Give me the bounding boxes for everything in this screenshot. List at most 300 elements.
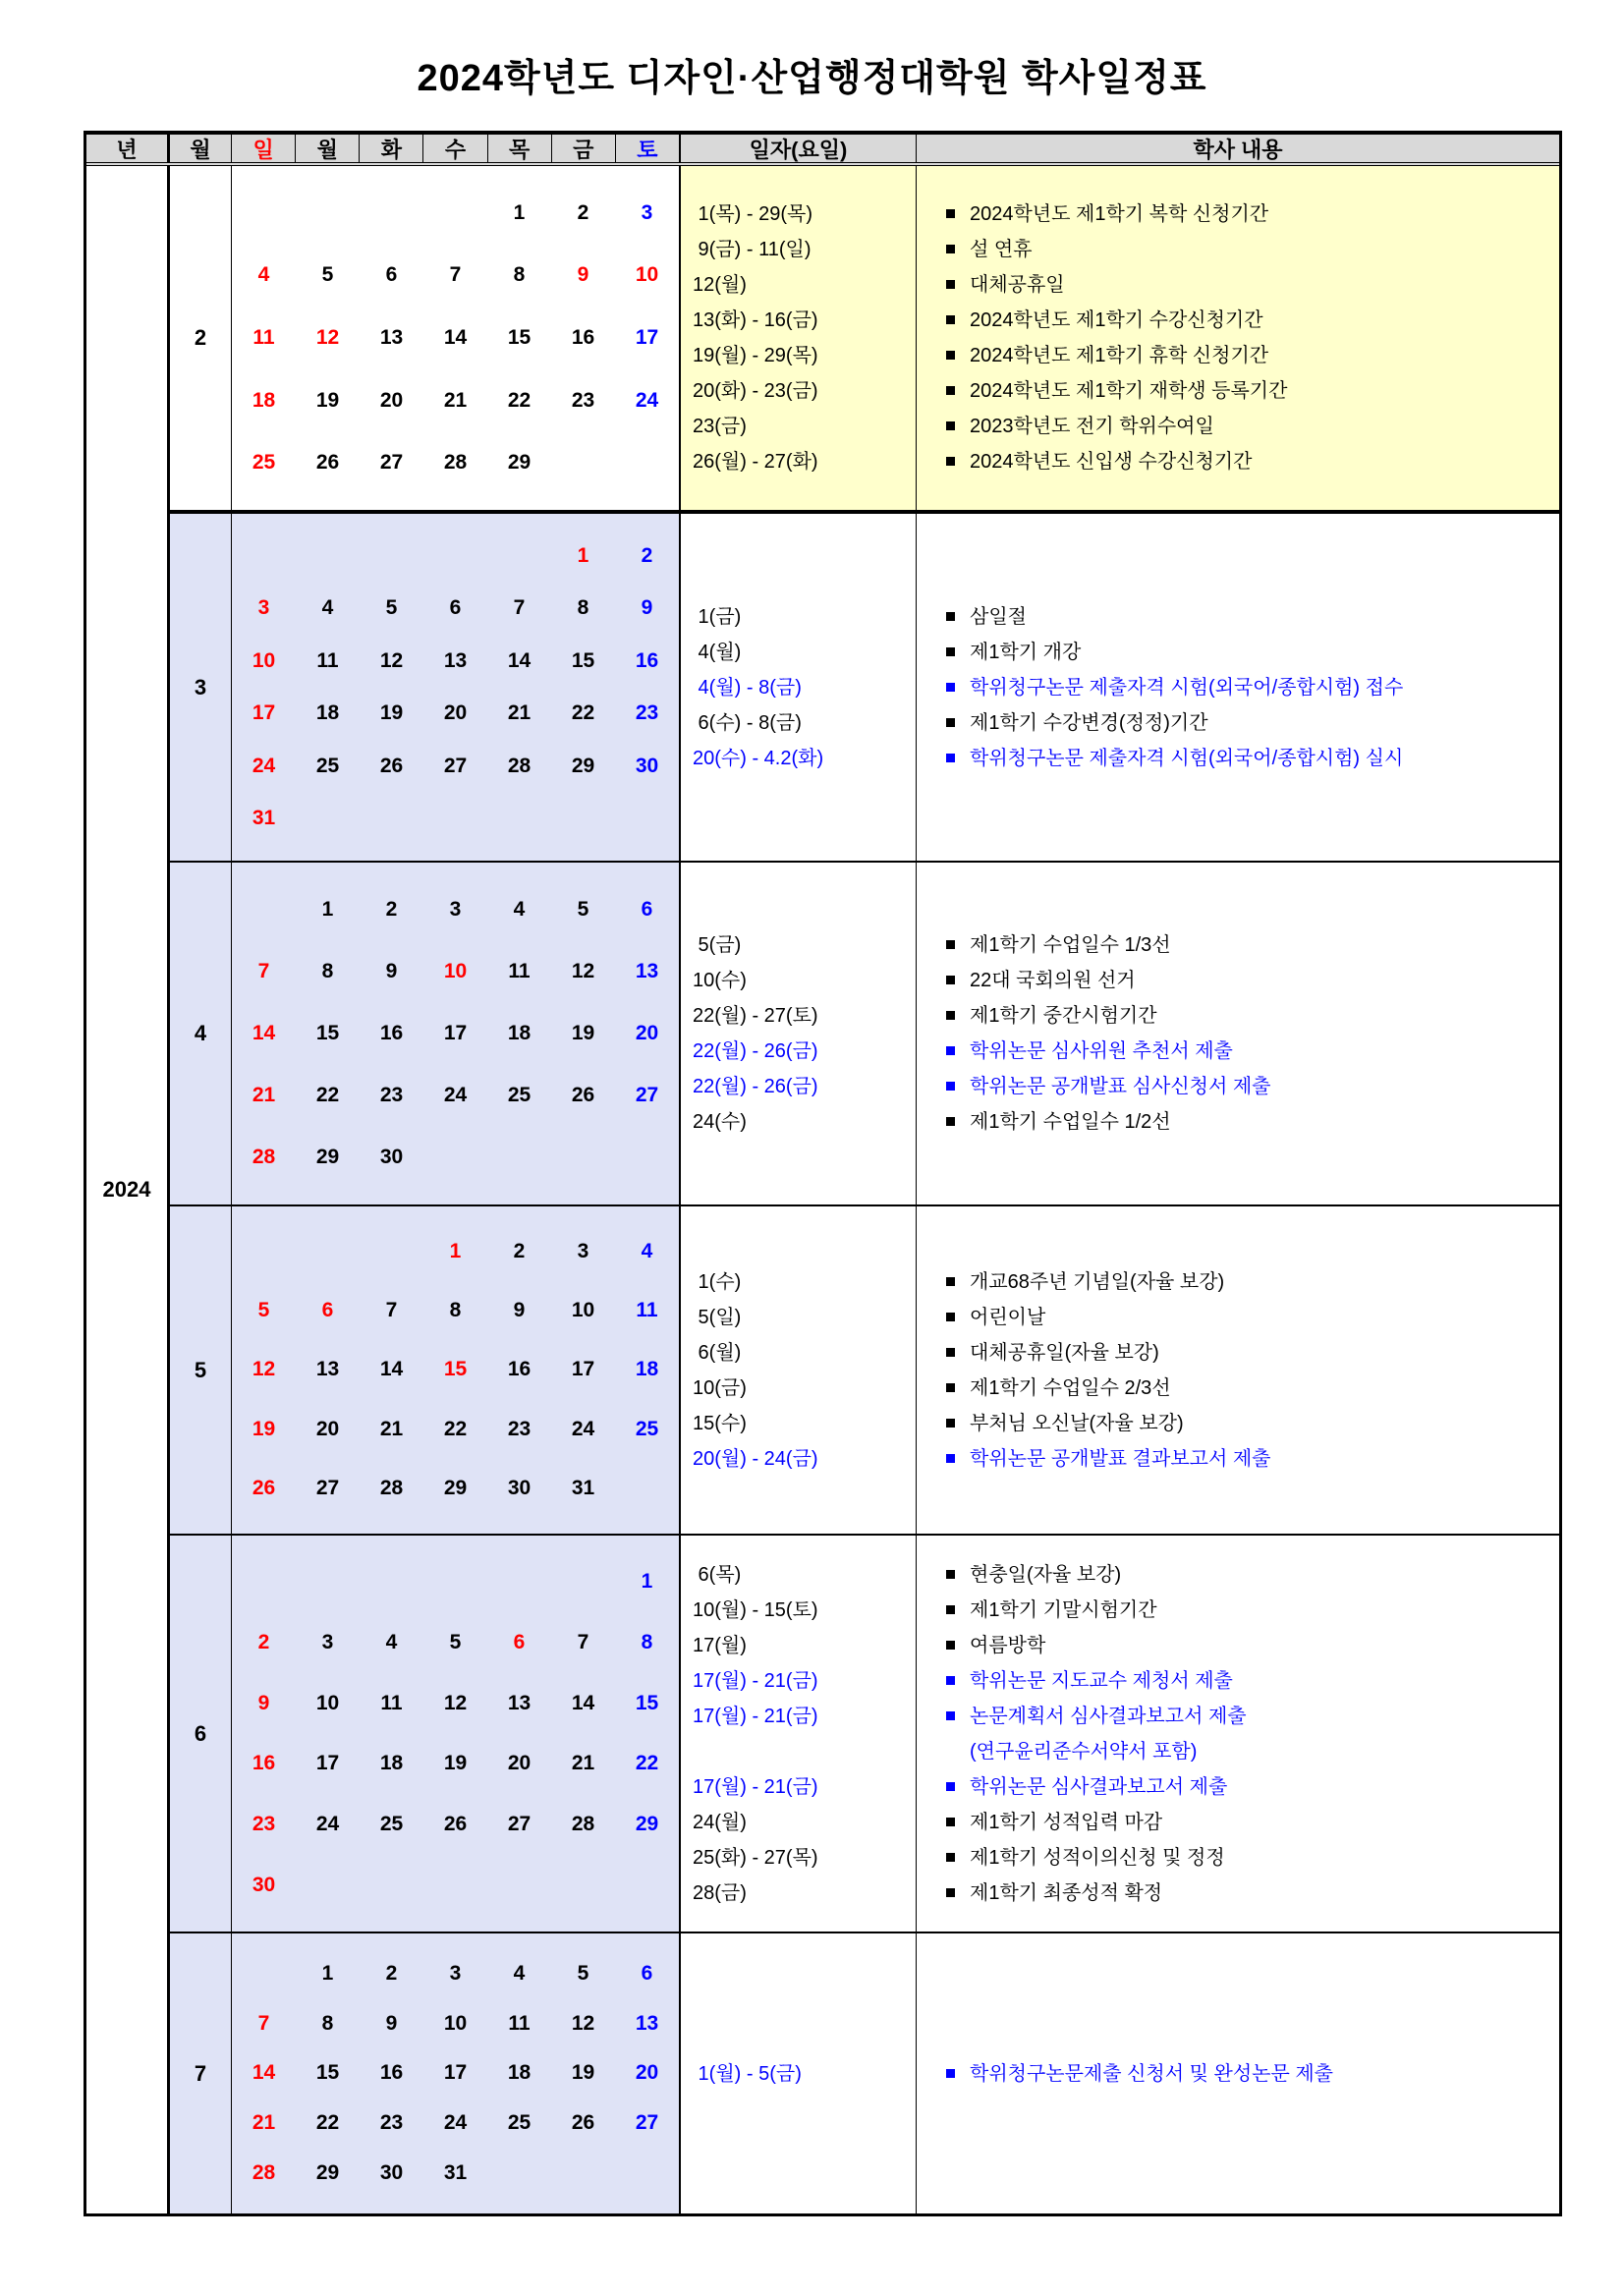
schedule-date: 6(수) - 8(금) xyxy=(693,711,802,734)
schedule-item-text: 제1학기 개강 xyxy=(970,641,1082,663)
month-calendar xyxy=(232,1933,681,2213)
content-column xyxy=(917,166,1559,510)
months-container xyxy=(170,166,1559,2213)
calendar-week xyxy=(232,1962,679,1986)
calendar-day: 18 xyxy=(635,1358,659,1381)
calendar-day: 21 xyxy=(507,701,532,725)
calendar-week xyxy=(232,451,679,475)
header-year: 년 xyxy=(86,135,170,162)
content-lines xyxy=(917,514,1559,861)
calendar-day: 1 xyxy=(321,897,334,921)
schedule-date: 4(월) - 8(금) xyxy=(693,676,802,699)
schedule-date: 5(일) xyxy=(693,1306,742,1328)
calendar-day: 8 xyxy=(449,1299,462,1322)
calendar-day: 5 xyxy=(577,1962,589,1986)
calendar-day-empty xyxy=(296,1240,360,1263)
calendar-day: 2 xyxy=(641,543,653,567)
calendar-day: 19 xyxy=(571,2061,595,2085)
calendar-day: 13 xyxy=(635,959,659,982)
header-weekday-월: 월 xyxy=(296,135,360,162)
bullet-square-icon xyxy=(946,1046,955,1055)
calendar-day: 12 xyxy=(252,1358,276,1381)
calendar-day: 8 xyxy=(641,1630,653,1653)
schedule-item-text: 삼일절 xyxy=(970,605,1027,628)
calendar-day-empty xyxy=(551,451,615,475)
schedule-date: 22(월) - 27(토) xyxy=(693,1005,818,1027)
date-lines xyxy=(681,1933,916,2213)
calendar-day: 23 xyxy=(571,388,595,412)
calendar-day: 15 xyxy=(635,1691,659,1714)
calendar-day: 19 xyxy=(252,1417,276,1440)
month-row-6 xyxy=(170,1536,1559,1933)
content-lines xyxy=(917,166,1559,510)
calendar-week xyxy=(232,1813,679,1836)
calendar-day: 5 xyxy=(257,1299,270,1322)
calendar-day-empty xyxy=(232,201,296,225)
schedule-date: 17(월) - 21(금) xyxy=(693,1705,818,1727)
calendar-day: 28 xyxy=(379,1476,404,1499)
calendar-day: 14 xyxy=(507,648,532,672)
schedule-item xyxy=(917,232,1559,267)
calendar-day: 13 xyxy=(379,325,404,349)
calendar-day: 6 xyxy=(321,1299,334,1322)
calendar-day: 12 xyxy=(315,325,340,349)
calendar-day-empty xyxy=(551,1570,615,1594)
schedule-date: 6(월) xyxy=(693,1341,742,1364)
month-calendar xyxy=(232,1536,681,1932)
calendar-day: 12 xyxy=(571,959,595,982)
calendar-day: 7 xyxy=(257,2011,270,2035)
month-label: 2 xyxy=(170,166,232,510)
calendar-day: 26 xyxy=(571,1084,595,1107)
calendar-day: 17 xyxy=(443,2061,468,2085)
calendar-day: 8 xyxy=(577,596,589,620)
calendar-day: 18 xyxy=(252,388,276,412)
calendar-week xyxy=(232,201,679,225)
header-month: 월 xyxy=(170,135,232,162)
calendar-day: 16 xyxy=(507,1358,532,1381)
calendar-day: 28 xyxy=(252,1146,276,1169)
calendar-day: 27 xyxy=(379,451,404,475)
calendar-week xyxy=(232,1692,679,1715)
calendar-day: 24 xyxy=(443,1084,468,1107)
date-lines xyxy=(681,1536,916,1932)
calendar-day-empty xyxy=(360,1240,423,1263)
calendar-day: 17 xyxy=(635,325,659,349)
calendar-week xyxy=(232,1631,679,1654)
calendar-day: 4 xyxy=(513,1962,526,1986)
schedule-item xyxy=(917,670,1559,705)
bullet-square-icon xyxy=(946,647,955,656)
calendar-day-empty xyxy=(232,1570,296,1594)
schedule-date: 1(월) - 5(금) xyxy=(693,2062,802,2085)
bullet-square-icon xyxy=(946,1641,955,1650)
bullet-square-icon xyxy=(946,1082,955,1091)
schedule-date: 22(월) - 26(금) xyxy=(693,1040,818,1062)
weekday-header xyxy=(232,135,681,162)
schedule-item xyxy=(917,1104,1559,1140)
calendar-week xyxy=(232,1874,679,1897)
calendar-day-empty xyxy=(360,807,423,830)
calendar-day: 6 xyxy=(449,596,462,620)
schedule-item xyxy=(917,196,1559,232)
content-lines xyxy=(917,863,1559,1204)
schedule-date: 12(월) xyxy=(693,274,747,296)
content-column xyxy=(917,863,1559,1204)
calendar-day: 26 xyxy=(571,2111,595,2135)
calendar-day: 1 xyxy=(641,1569,653,1593)
calendar-day: 16 xyxy=(252,1752,276,1775)
calendar-day: 7 xyxy=(385,1299,398,1322)
schedule-item xyxy=(917,1371,1559,1406)
calendar-day: 12 xyxy=(443,1691,468,1714)
schedule-date: 15(수) xyxy=(693,1412,747,1434)
calendar-day-empty xyxy=(423,201,487,225)
calendar-day: 10 xyxy=(635,263,659,287)
schedule-item xyxy=(917,1769,1559,1805)
calendar-day-empty xyxy=(487,1570,551,1594)
calendar-day: 25 xyxy=(635,1417,659,1440)
calendar-day: 22 xyxy=(443,1417,468,1440)
schedule-item xyxy=(917,1264,1559,1300)
bullet-square-icon xyxy=(946,421,955,430)
calendar-day: 25 xyxy=(315,754,340,777)
bullet-square-icon xyxy=(946,1348,955,1357)
calendar-day: 7 xyxy=(577,1630,589,1653)
calendar-day: 1 xyxy=(513,200,526,224)
calendar-day-empty xyxy=(423,807,487,830)
year-label: 2024 xyxy=(86,166,170,2213)
calendar-day: 4 xyxy=(321,596,334,620)
calendar-day-empty xyxy=(360,1570,423,1594)
schedule-item xyxy=(917,1699,1559,1734)
calendar-day-empty xyxy=(487,2161,551,2185)
schedule-item-text: 2024학년도 제1학기 휴학 신청기간 xyxy=(970,345,1269,366)
calendar-day-empty xyxy=(615,1874,679,1897)
calendar-day-empty xyxy=(551,2161,615,2185)
schedule-item xyxy=(917,409,1559,444)
calendar-day: 26 xyxy=(315,451,340,475)
calendar-day: 23 xyxy=(635,701,659,725)
month-label: 7 xyxy=(170,1933,232,2213)
schedule-item-text: 제1학기 기말시험기간 xyxy=(970,1598,1157,1621)
calendar-day-empty xyxy=(232,1962,296,1986)
calendar-day: 5 xyxy=(577,897,589,921)
schedule-date: 24(월) xyxy=(693,1811,747,1833)
calendar-week xyxy=(232,1022,679,1045)
calendar-day: 2 xyxy=(577,200,589,224)
calendar-day: 30 xyxy=(635,754,659,777)
bullet-square-icon xyxy=(946,280,955,289)
schedule-item-text: 2024학년도 신입생 수강신청기간 xyxy=(970,451,1253,473)
bullet-square-icon xyxy=(946,1853,955,1862)
calendar-week xyxy=(232,898,679,922)
bullet-square-icon xyxy=(946,940,955,949)
calendar-day: 7 xyxy=(513,596,526,620)
calendar-week xyxy=(232,596,679,620)
calendar-day: 16 xyxy=(571,325,595,349)
calendar-day-empty xyxy=(615,1146,679,1169)
calendar-day: 25 xyxy=(252,451,276,475)
bullet-square-icon xyxy=(946,1454,955,1463)
schedule-item-continuation: (연구윤리준수서약서 포함) xyxy=(970,1740,1198,1763)
calendar-day: 21 xyxy=(571,1752,595,1775)
calendar-day-empty xyxy=(615,1477,679,1500)
schedule-item-text: 어린이날 xyxy=(970,1306,1046,1328)
date-lines xyxy=(681,166,916,510)
calendar-day: 29 xyxy=(315,1146,340,1169)
bullet-square-icon xyxy=(946,1782,955,1791)
calendar-day-empty xyxy=(296,1874,360,1897)
header-weekday-수: 수 xyxy=(423,135,487,162)
calendar-day: 31 xyxy=(571,1476,595,1499)
schedule-date: 17(월) xyxy=(693,1634,747,1656)
calendar-day: 31 xyxy=(252,807,276,830)
calendar-day: 30 xyxy=(507,1476,532,1499)
schedule-item xyxy=(917,1300,1559,1335)
calendar-day: 22 xyxy=(507,388,532,412)
bullet-square-icon xyxy=(946,457,955,466)
calendar-day: 18 xyxy=(315,701,340,725)
calendar-day: 21 xyxy=(252,1084,276,1107)
calendar-week xyxy=(232,649,679,673)
calendar-day-empty xyxy=(423,1146,487,1169)
schedule-item-text: 학위논문 공개발표 결과보고서 제출 xyxy=(970,1447,1271,1470)
calendar-day-empty xyxy=(615,807,679,830)
calendar-day: 5 xyxy=(321,263,334,287)
schedule-date: 20(월) - 24(금) xyxy=(693,1447,818,1470)
date-column xyxy=(681,514,917,861)
schedule-item xyxy=(917,963,1559,998)
calendar-day: 13 xyxy=(507,1691,532,1714)
calendar-day: 13 xyxy=(315,1358,340,1381)
schedule-item-text: 제1학기 수업일수 2/3선 xyxy=(970,1376,1171,1399)
content-lines xyxy=(917,1536,1559,1932)
calendar-day: 29 xyxy=(315,2160,340,2184)
schedule-item xyxy=(917,303,1559,338)
calendar-day: 13 xyxy=(443,648,468,672)
calendar-day: 20 xyxy=(315,1417,340,1440)
calendar-day: 19 xyxy=(315,388,340,412)
schedule-date: 10(금) xyxy=(693,1376,747,1399)
calendar-day: 20 xyxy=(379,388,404,412)
month-calendar xyxy=(232,1206,681,1534)
calendar-day-empty xyxy=(360,1874,423,1897)
calendar-day: 11 xyxy=(380,1691,403,1714)
calendar-day: 22 xyxy=(315,2111,340,2135)
calendar-day: 11 xyxy=(508,2011,531,2035)
calendar-day: 30 xyxy=(379,1146,404,1169)
calendar-week xyxy=(232,1084,679,1107)
calendar-day-empty xyxy=(360,544,423,568)
calendar-week xyxy=(232,1240,679,1263)
calendar-day: 3 xyxy=(577,1240,589,1263)
calendar-day: 27 xyxy=(315,1476,340,1499)
calendar-day: 26 xyxy=(252,1476,276,1499)
schedule-item-text: 대체공휴일(자율 보강) xyxy=(970,1341,1159,1364)
bullet-square-icon xyxy=(946,315,955,324)
calendar-day: 12 xyxy=(571,2011,595,2035)
schedule-item-text: 학위청구논문 제출자격 시험(외국어/종합시험) 실시 xyxy=(970,747,1404,769)
calendar-day: 20 xyxy=(443,701,468,725)
calendar-week xyxy=(232,1299,679,1322)
schedule-item-text: 학위논문 공개발표 심사신청서 제출 xyxy=(970,1076,1271,1097)
calendar-day: 24 xyxy=(252,754,276,777)
content-lines xyxy=(917,1206,1559,1534)
calendar-day: 22 xyxy=(315,1084,340,1107)
date-lines xyxy=(681,863,916,1204)
schedule-date: 20(수) - 4.2(화) xyxy=(693,747,824,769)
calendar-day: 25 xyxy=(379,1813,404,1836)
schedule-item xyxy=(917,998,1559,1034)
date-lines xyxy=(681,514,916,861)
calendar-day: 15 xyxy=(571,648,595,672)
calendar-day: 8 xyxy=(321,2011,334,2035)
schedule-date: 13(화) - 16(금) xyxy=(693,309,818,331)
calendar-day: 18 xyxy=(379,1752,404,1775)
bullet-square-icon xyxy=(946,1570,955,1579)
calendar-day: 17 xyxy=(571,1358,595,1381)
schedule-item-text: 학위논문 지도교수 제청서 제출 xyxy=(970,1669,1233,1692)
header-weekday-목: 목 xyxy=(488,135,552,162)
calendar-day: 29 xyxy=(571,754,595,777)
schedule-date: 9(금) - 11(일) xyxy=(693,239,812,260)
schedule-date: 17(월) - 21(금) xyxy=(693,1775,818,1798)
calendar-day: 6 xyxy=(513,1630,526,1653)
schedule-item xyxy=(917,1805,1559,1840)
header-weekday-일: 일 xyxy=(232,135,296,162)
calendar-day: 21 xyxy=(379,1417,404,1440)
calendar-day-empty xyxy=(360,201,423,225)
calendar-day: 4 xyxy=(257,263,270,287)
bullet-square-icon xyxy=(946,386,955,395)
month-label: 5 xyxy=(170,1206,232,1534)
schedule-date: 10(수) xyxy=(693,970,747,991)
schedule-item-text: 제1학기 성적입력 마감 xyxy=(970,1811,1163,1833)
date-column xyxy=(681,1206,917,1534)
calendar-day: 14 xyxy=(252,2061,276,2085)
bullet-square-icon xyxy=(946,683,955,692)
calendar-week xyxy=(232,263,679,287)
calendar-day: 18 xyxy=(507,1021,532,1044)
calendar-day: 30 xyxy=(252,1874,276,1897)
calendar-day: 24 xyxy=(635,388,659,412)
schedule-item xyxy=(917,741,1559,776)
calendar-day: 1 xyxy=(449,1240,462,1263)
bullet-square-icon xyxy=(946,754,955,762)
calendar-week xyxy=(232,326,679,350)
schedule-date: 6(목) xyxy=(693,1563,742,1586)
calendar-day-empty xyxy=(296,1570,360,1594)
calendar-day: 12 xyxy=(379,648,404,672)
bullet-square-icon xyxy=(946,2069,955,2078)
calendar-week xyxy=(232,1477,679,1500)
calendar-day: 19 xyxy=(443,1752,468,1775)
month-label: 4 xyxy=(170,863,232,1204)
schedule-item-text: 22대 국회의원 선거 xyxy=(970,970,1136,991)
academic-calendar-table xyxy=(84,131,1562,2216)
bullet-square-icon xyxy=(946,245,955,253)
calendar-day: 9 xyxy=(513,1299,526,1322)
calendar-day: 23 xyxy=(379,2111,404,2135)
calendar-day: 15 xyxy=(315,1021,340,1044)
calendar-day: 10 xyxy=(252,648,276,672)
schedule-item xyxy=(917,1335,1559,1371)
schedule-item xyxy=(917,373,1559,409)
bullet-square-icon xyxy=(946,1818,955,1826)
calendar-day: 14 xyxy=(379,1358,404,1381)
date-lines xyxy=(681,1206,916,1534)
calendar-day: 11 xyxy=(316,648,339,672)
schedule-item-text: 대체공휴일 xyxy=(970,274,1065,296)
calendar-day: 27 xyxy=(635,1084,659,1107)
bullet-square-icon xyxy=(946,1313,955,1321)
month-calendar xyxy=(232,863,681,1204)
calendar-day: 16 xyxy=(379,1021,404,1044)
calendar-day: 9 xyxy=(577,263,589,287)
header-date-col: 일자(요일) xyxy=(681,135,917,162)
schedule-item-text: 학위논문 심사결과보고서 제출 xyxy=(970,1775,1228,1798)
schedule-item xyxy=(917,1876,1559,1911)
calendar-day: 21 xyxy=(252,2111,276,2135)
calendar-week xyxy=(232,1752,679,1775)
schedule-date: 24(수) xyxy=(693,1111,747,1133)
calendar-day: 25 xyxy=(507,1084,532,1107)
calendar-day-empty xyxy=(296,807,360,830)
calendar-week xyxy=(232,389,679,413)
calendar-day: 22 xyxy=(571,701,595,725)
calendar-day: 27 xyxy=(507,1813,532,1836)
calendar-day: 23 xyxy=(379,1084,404,1107)
calendar-day-empty xyxy=(615,2161,679,2185)
date-column xyxy=(681,1933,917,2213)
calendar-day: 13 xyxy=(635,2011,659,2035)
schedule-date: 1(목) - 29(목) xyxy=(693,203,812,225)
calendar-day: 11 xyxy=(636,1299,658,1322)
schedule-item-text: 제1학기 중간시험기간 xyxy=(970,1005,1157,1027)
calendar-day: 14 xyxy=(443,325,468,349)
calendar-day: 3 xyxy=(641,200,653,224)
calendar-day-empty xyxy=(551,1874,615,1897)
bullet-square-icon xyxy=(946,1277,955,1286)
bullet-square-icon xyxy=(946,351,955,360)
calendar-day: 7 xyxy=(257,959,270,982)
calendar-day: 15 xyxy=(507,325,532,349)
bullet-square-icon xyxy=(946,976,955,984)
bullet-square-icon xyxy=(946,718,955,727)
content-column xyxy=(917,514,1559,861)
bullet-square-icon xyxy=(946,1711,955,1720)
calendar-day: 2 xyxy=(257,1630,270,1653)
schedule-item xyxy=(917,1628,1559,1663)
calendar-day: 17 xyxy=(315,1752,340,1775)
calendar-day: 26 xyxy=(443,1813,468,1836)
schedule-item-text: 제1학기 수업일수 1/3선 xyxy=(970,934,1171,956)
bullet-square-icon xyxy=(946,1117,955,1126)
calendar-day-empty xyxy=(487,1146,551,1169)
month-row-7 xyxy=(170,1933,1559,2213)
schedule-item xyxy=(917,599,1559,635)
schedule-item xyxy=(917,927,1559,963)
calendar-day: 2 xyxy=(513,1240,526,1263)
calendar-day-empty xyxy=(615,451,679,475)
bullet-square-icon xyxy=(946,209,955,218)
schedule-item-text: 제1학기 수업일수 1/2선 xyxy=(970,1111,1171,1133)
schedule-date: 17(월) - 21(금) xyxy=(693,1669,818,1692)
calendar-day: 23 xyxy=(507,1417,532,1440)
schedule-item xyxy=(917,1069,1559,1104)
schedule-date: 20(화) - 23(금) xyxy=(693,380,818,402)
